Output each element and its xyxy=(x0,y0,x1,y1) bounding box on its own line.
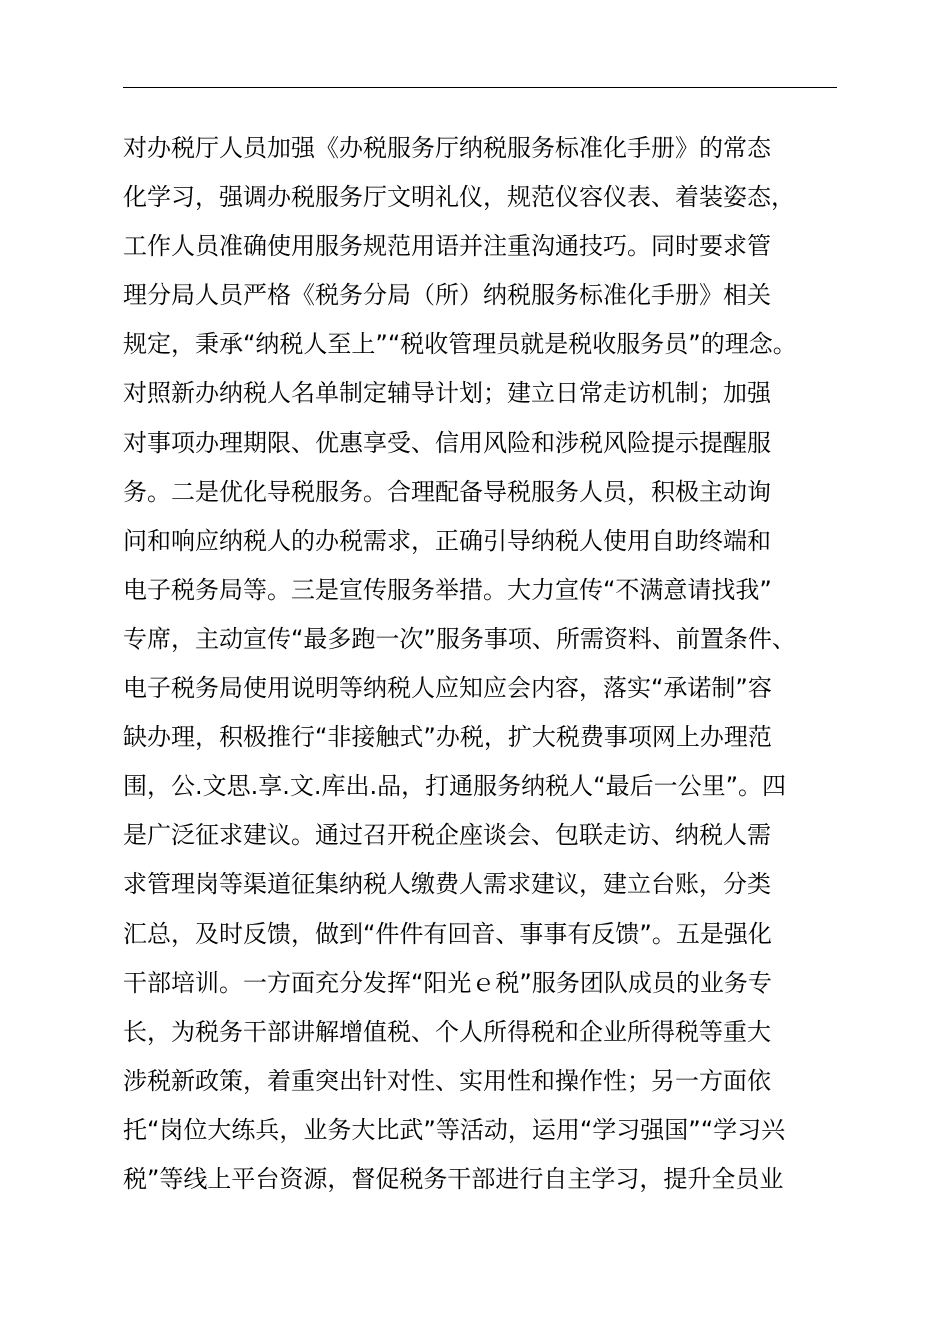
text-line: 涉税新政策，着重突出针对性、实用性和操作性；另一方面依 xyxy=(123,1066,771,1095)
text-line: 对事项办理期限、优惠享受、信用风险和涉税风险提示提醒服 xyxy=(123,428,771,457)
text-line: 化学习，强调办税服务厅文明礼仪，规范仪容仪表、着装姿态， xyxy=(123,183,795,212)
text-line: 长，为税务干部讲解增值税、个人所得税和企业所得税等重大 xyxy=(123,1017,771,1046)
text-line: 规定，秉承“纳税人至上”“税收管理员就是税收服务员”的理念。 xyxy=(123,330,797,359)
header-rule xyxy=(123,87,837,88)
text-line: 理分局人员严格《税务分局（所）纳税服务标准化手册》相关 xyxy=(123,281,771,310)
text-line: 对办税厅人员加强《办税服务厅纳税服务标准化手册》的常态 xyxy=(123,134,771,162)
text-line: 工作人员准确使用服务规范用语并注重沟通技巧。同时要求管 xyxy=(123,232,771,261)
text-line: 求管理岗等渠道征集纳税人缴费人需求建议，建立台账，分类 xyxy=(123,870,771,899)
text-line: 是广泛征求建议。通过召开税企座谈会、包联走访、纳税人需 xyxy=(123,821,771,850)
text-line: 围，公.文思.享.文.库出.品，打通服务纳税人“最后一公里”。四 xyxy=(123,772,787,801)
text-line: 汇总，及时反馈，做到“件件有回音、事事有反馈”。五是强化 xyxy=(123,919,772,948)
body-text xyxy=(123,124,863,1204)
text-line: 托“岗位大练兵，业务大比武”等活动，运用“学习强国”“学习兴 xyxy=(123,1115,786,1144)
text-line: 专席，主动宣传“最多跑一次”服务事项、所需资料、前置条件、 xyxy=(123,624,796,653)
text-line: 对照新办纳税人名单制定辅导计划；建立日常走访机制；加强 xyxy=(123,379,771,408)
text-line: 电子税务局等。三是宣传服务举措。大力宣传“不满意请找我” xyxy=(123,575,772,604)
text-line: 问和响应纳税人的办税需求，正确引导纳税人使用自助终端和 xyxy=(123,526,771,555)
text-line: 税”等线上平台资源，督促税务干部进行自主学习，提升全员业 xyxy=(123,1164,784,1193)
text-line: 干部培训。一方面充分发挥“阳光ｅ税”服务团队成员的业务专 xyxy=(123,968,772,997)
text-line: 缺办理，积极推行“非接触式”办税，扩大税费事项网上办理范 xyxy=(123,723,772,752)
text-line: 电子税务局使用说明等纳税人应知应会内容，落实“承诺制”容 xyxy=(123,674,772,703)
text-line: 务。二是优化导税服务。合理配备导税服务人员，积极主动询 xyxy=(123,477,771,506)
